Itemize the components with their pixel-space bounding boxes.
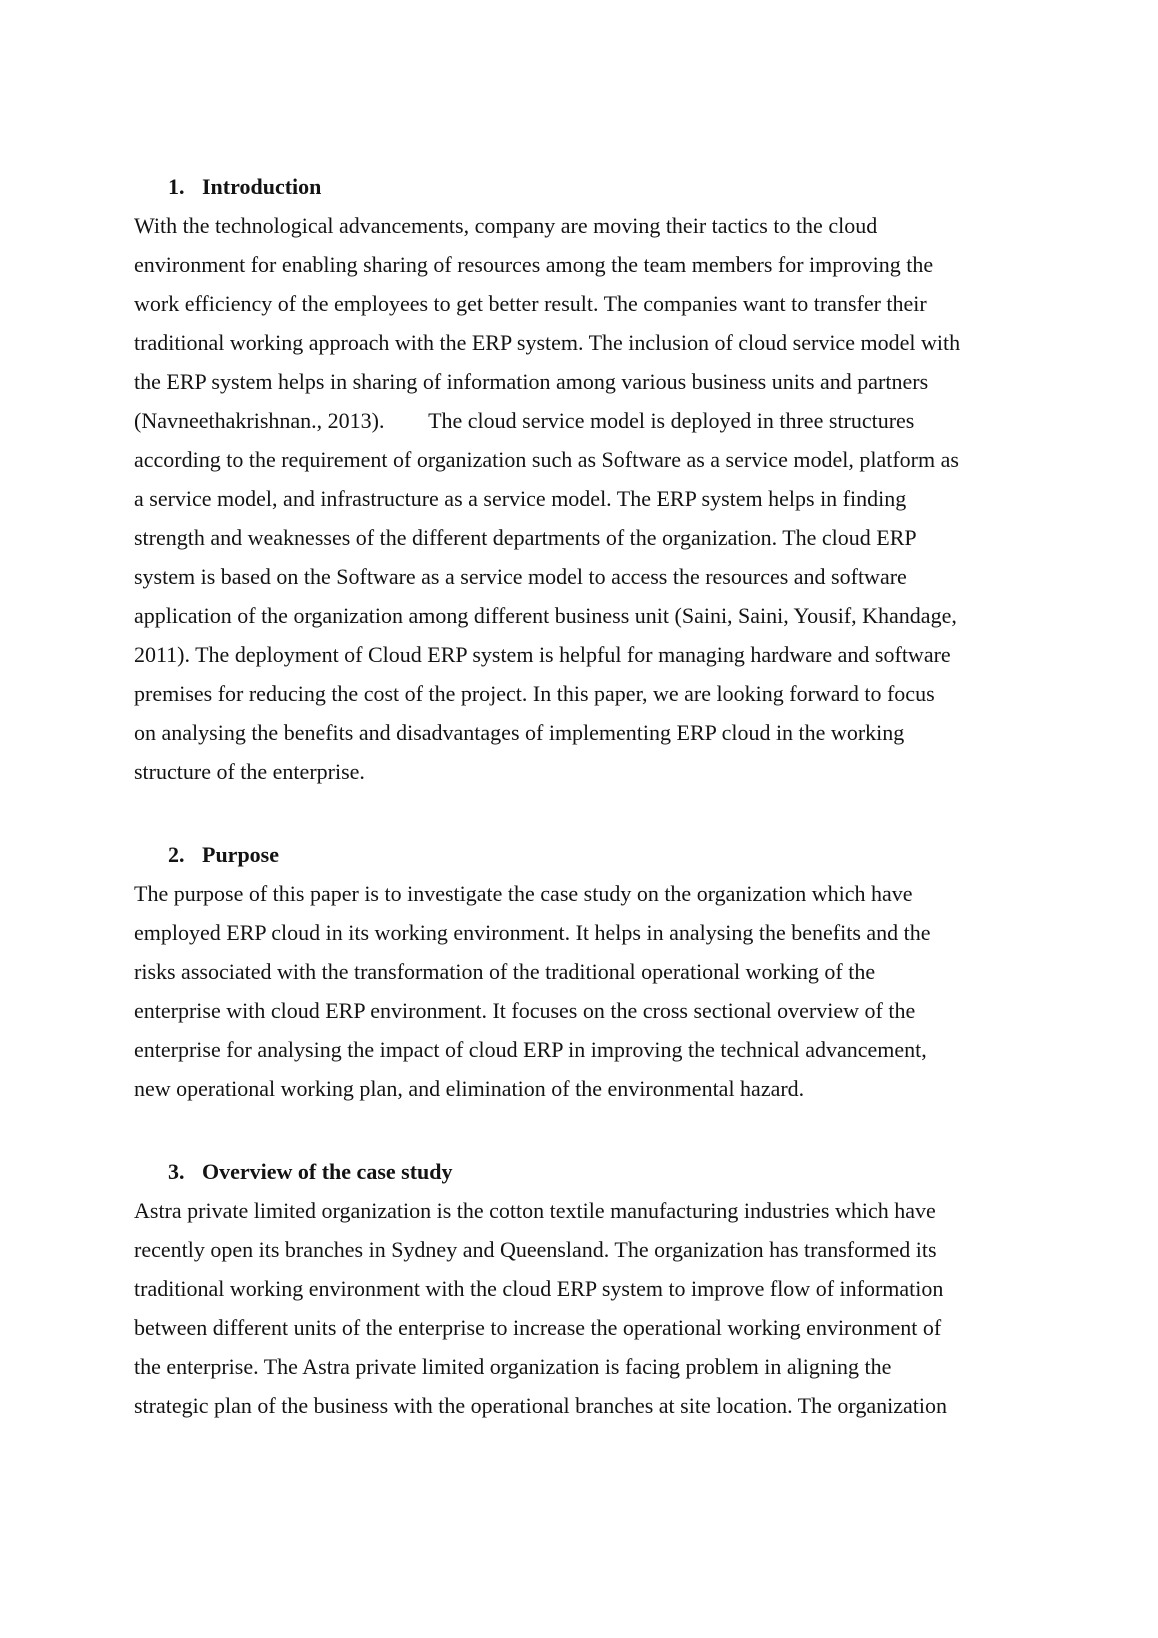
- text-line: on analysing the benefits and disadvantages of implementing ERP cloud in the working: [134, 720, 905, 745]
- text-line: employed ERP cloud in its working environment. It helps in analysing the benefits and the: [134, 920, 931, 945]
- text-line: environment for enabling sharing of resources among the team members for improving the: [134, 252, 934, 277]
- text-line: With the technological advancements, company are moving their tactics to the cloud: [134, 213, 878, 238]
- text-line: 2011). The deployment of Cloud ERP system is helpful for managing hardware and software: [134, 642, 951, 667]
- text-line: the enterprise. The Astra private limited organization is facing problem in aligning the: [134, 1354, 892, 1379]
- text-line: according to the requirement of organization such as Software as a service model, platform as: [134, 447, 959, 472]
- text-line: The purpose of this paper is to investigate the case study on the organization which have: [134, 881, 913, 906]
- text-line: recently open its branches in Sydney and Queensland. The organization has transformed its: [134, 1237, 937, 1262]
- text-line: traditional working environment with the cloud ERP system to improve flow of information: [134, 1276, 944, 1301]
- text-line: system is based on the Software as a service model to access the resources and software: [134, 564, 907, 589]
- section-heading: [134, 1152, 1018, 1191]
- text-line: risks associated with the transformation of the traditional operational working of the: [134, 959, 876, 984]
- text-line: strength and weaknesses of the different departments of the organization. The cloud ERP: [134, 525, 917, 550]
- text-line: between different units of the enterprise to increase the operational working environment of: [134, 1315, 942, 1340]
- section-paragraph: [134, 874, 1018, 1108]
- section-introduction: [134, 167, 1018, 791]
- section-heading: [134, 167, 1018, 206]
- section-paragraph: [134, 206, 1018, 791]
- section-heading: [134, 835, 1018, 874]
- section-title: Introduction: [202, 174, 322, 199]
- text-line: the ERP system helps in sharing of information among various business units and partners: [134, 369, 929, 394]
- section-number: 1.: [168, 174, 185, 199]
- section-title: Overview of the case study: [202, 1159, 453, 1184]
- text-line: Astra private limited organization is the cotton textile manufacturing industries which have: [134, 1198, 936, 1223]
- text-line: new operational working plan, and elimination of the environmental hazard.: [134, 1076, 805, 1101]
- text-line: work efficiency of the employees to get better result. The companies want to transfer their: [134, 291, 927, 316]
- text-line: (Navneethakrishnan., 2013). The cloud service model is deployed in three structures: [134, 408, 915, 433]
- section-purpose: [134, 835, 1018, 1108]
- text-line: traditional working approach with the ERP system. The inclusion of cloud service model with: [134, 330, 961, 355]
- text-line: structure of the enterprise.: [134, 759, 365, 784]
- text-line: a service model, and infrastructure as a service model. The ERP system helps in finding: [134, 486, 907, 511]
- section-overview-case-study: [134, 1152, 1018, 1425]
- text-line: strategic plan of the business with the operational branches at site location. The organization: [134, 1393, 947, 1418]
- section-title: Purpose: [202, 842, 279, 867]
- section-number: 2.: [168, 842, 185, 867]
- text-line: enterprise with cloud ERP environment. It focuses on the cross sectional overview of the: [134, 998, 916, 1023]
- section-number: 3.: [168, 1159, 185, 1184]
- text-line: application of the organization among different business unit (Saini, Saini, Yousif, Khandage,: [134, 603, 957, 628]
- text-line: premises for reducing the cost of the project. In this paper, we are looking forward to focus: [134, 681, 935, 706]
- text-line: enterprise for analysing the impact of cloud ERP in improving the technical advancement,: [134, 1037, 927, 1062]
- section-paragraph: [134, 1191, 1018, 1425]
